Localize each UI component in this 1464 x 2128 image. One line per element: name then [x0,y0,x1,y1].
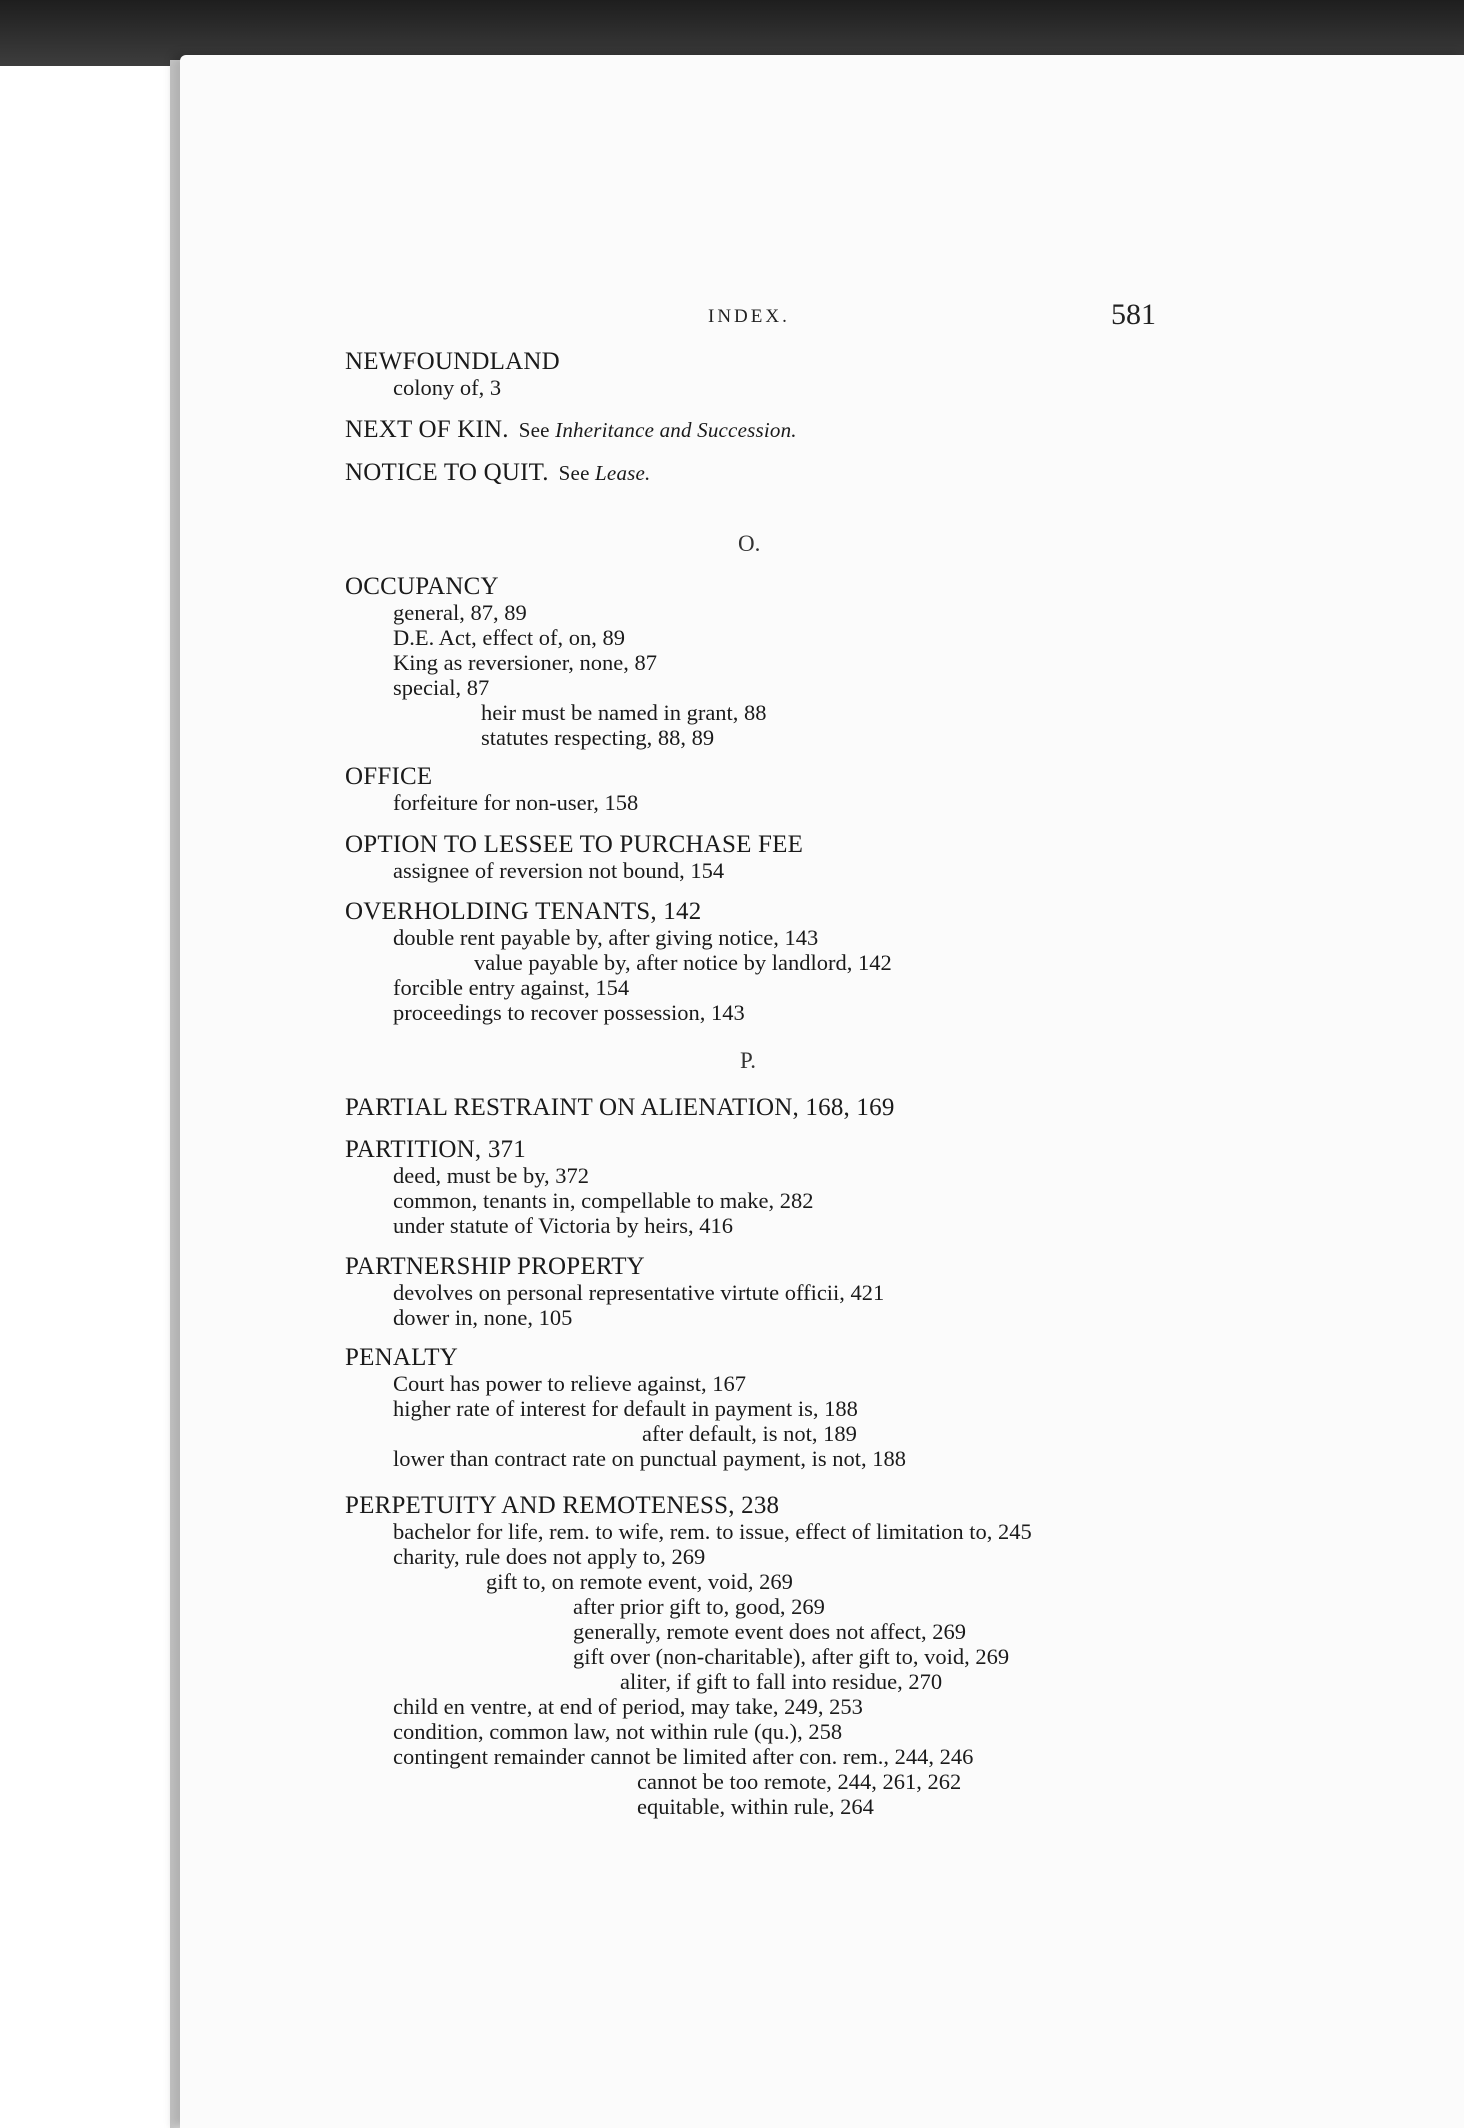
index-subentry: aliter, if gift to fall into residue, 270 [620,1669,943,1694]
index-subentry: special, 87 [393,675,490,700]
index-subentry: devolves on personal representative virtute officii, 421 [393,1280,885,1305]
see-reference [519,418,797,442]
index-subentry: Court has power to relieve against, 167 [393,1371,747,1396]
see-label: See [558,461,590,485]
index-subentry: cannot be too remote, 244, 261, 262 [637,1769,962,1794]
index-heading-text: NEXT OF KIN. [345,416,509,443]
index-subentry: equitable, within rule, 264 [637,1794,874,1819]
index-heading: NEWFOUNDLAND [345,348,560,375]
index-heading: PARTITION, 371 [345,1136,526,1163]
index-heading: OFFICE [345,763,433,790]
index-heading [345,418,797,442]
index-heading: PARTIAL RESTRAINT ON ALIENATION, 168, 169 [345,1094,895,1121]
index-subentry: under statute of Victoria by heirs, 416 [393,1213,734,1238]
index-subentry: assignee of reversion not bound, 154 [393,858,725,883]
index-subentry: deed, must be by, 372 [393,1163,590,1188]
index-subentry: King as reversioner, none, 87 [393,650,658,675]
see-reference [559,461,651,485]
index-heading: OPTION TO LESSEE TO PURCHASE FEE [345,831,804,858]
index-subentry: statutes respecting, 88, 89 [481,725,715,750]
index-subentry: higher rate of interest for default in payment is, 188 [393,1396,858,1421]
index-subentry: general, 87, 89 [393,600,527,625]
index-subentry: lower than contract rate on punctual payment, is not, 188 [393,1446,906,1471]
cross-reference: Inheritance and Succession. [555,418,797,442]
index-heading-text: NOTICE TO QUIT. [345,459,549,486]
section-letter-o: O. [738,531,761,556]
index-subentry: dower in, none, 105 [393,1305,573,1330]
index-subentry: forfeiture for non-user, 158 [393,790,639,815]
section-letter-p: P. [740,1048,756,1073]
index-subentry: after prior gift to, good, 269 [573,1594,825,1619]
index-subentry: contingent remainder cannot be limited after con. rem., 244, 246 [393,1744,974,1769]
index-heading: PENALTY [345,1344,458,1371]
index-subentry: child en ventre, at end of period, may take, 249, 253 [393,1694,863,1719]
cross-reference: Lease. [595,461,651,485]
index-subentry: generally, remote event does not affect, 269 [573,1619,966,1644]
index-subentry: D.E. Act, effect of, on, 89 [393,625,626,650]
index-heading: OCCUPANCY [345,573,499,600]
index-subentry: colony of, 3 [393,375,502,400]
index-heading: PERPETUITY AND REMOTENESS, 238 [345,1492,780,1519]
index-subentry: condition, common law, not within rule (qu.), 258 [393,1719,843,1744]
running-header: INDEX. [708,306,790,327]
index-subentry: common, tenants in, compellable to make, 282 [393,1188,814,1213]
see-label: See [518,418,550,442]
index-subentry: value payable by, after notice by landlord, 142 [474,950,892,975]
index-subentry: proceedings to recover possession, 143 [393,1000,745,1025]
index-heading [345,461,651,485]
index-subentry: bachelor for life, rem. to wife, rem. to issue, effect of limitation to, 245 [393,1519,1032,1544]
index-heading: OVERHOLDING TENANTS, 142 [345,898,702,925]
page-number: 581 [1111,298,1156,331]
index-subentry: gift over (non-charitable), after gift to, void, 269 [573,1644,1010,1669]
index-subentry: double rent payable by, after giving notice, 143 [393,925,819,950]
index-subentry: heir must be named in grant, 88 [481,700,767,725]
index-subentry: after default, is not, 189 [642,1421,857,1446]
index-subentry: forcible entry against, 154 [393,975,630,1000]
index-subentry: charity, rule does not apply to, 269 [393,1544,706,1569]
index-subentry: gift to, on remote event, void, 269 [486,1569,793,1594]
index-heading: PARTNERSHIP PROPERTY [345,1253,645,1280]
